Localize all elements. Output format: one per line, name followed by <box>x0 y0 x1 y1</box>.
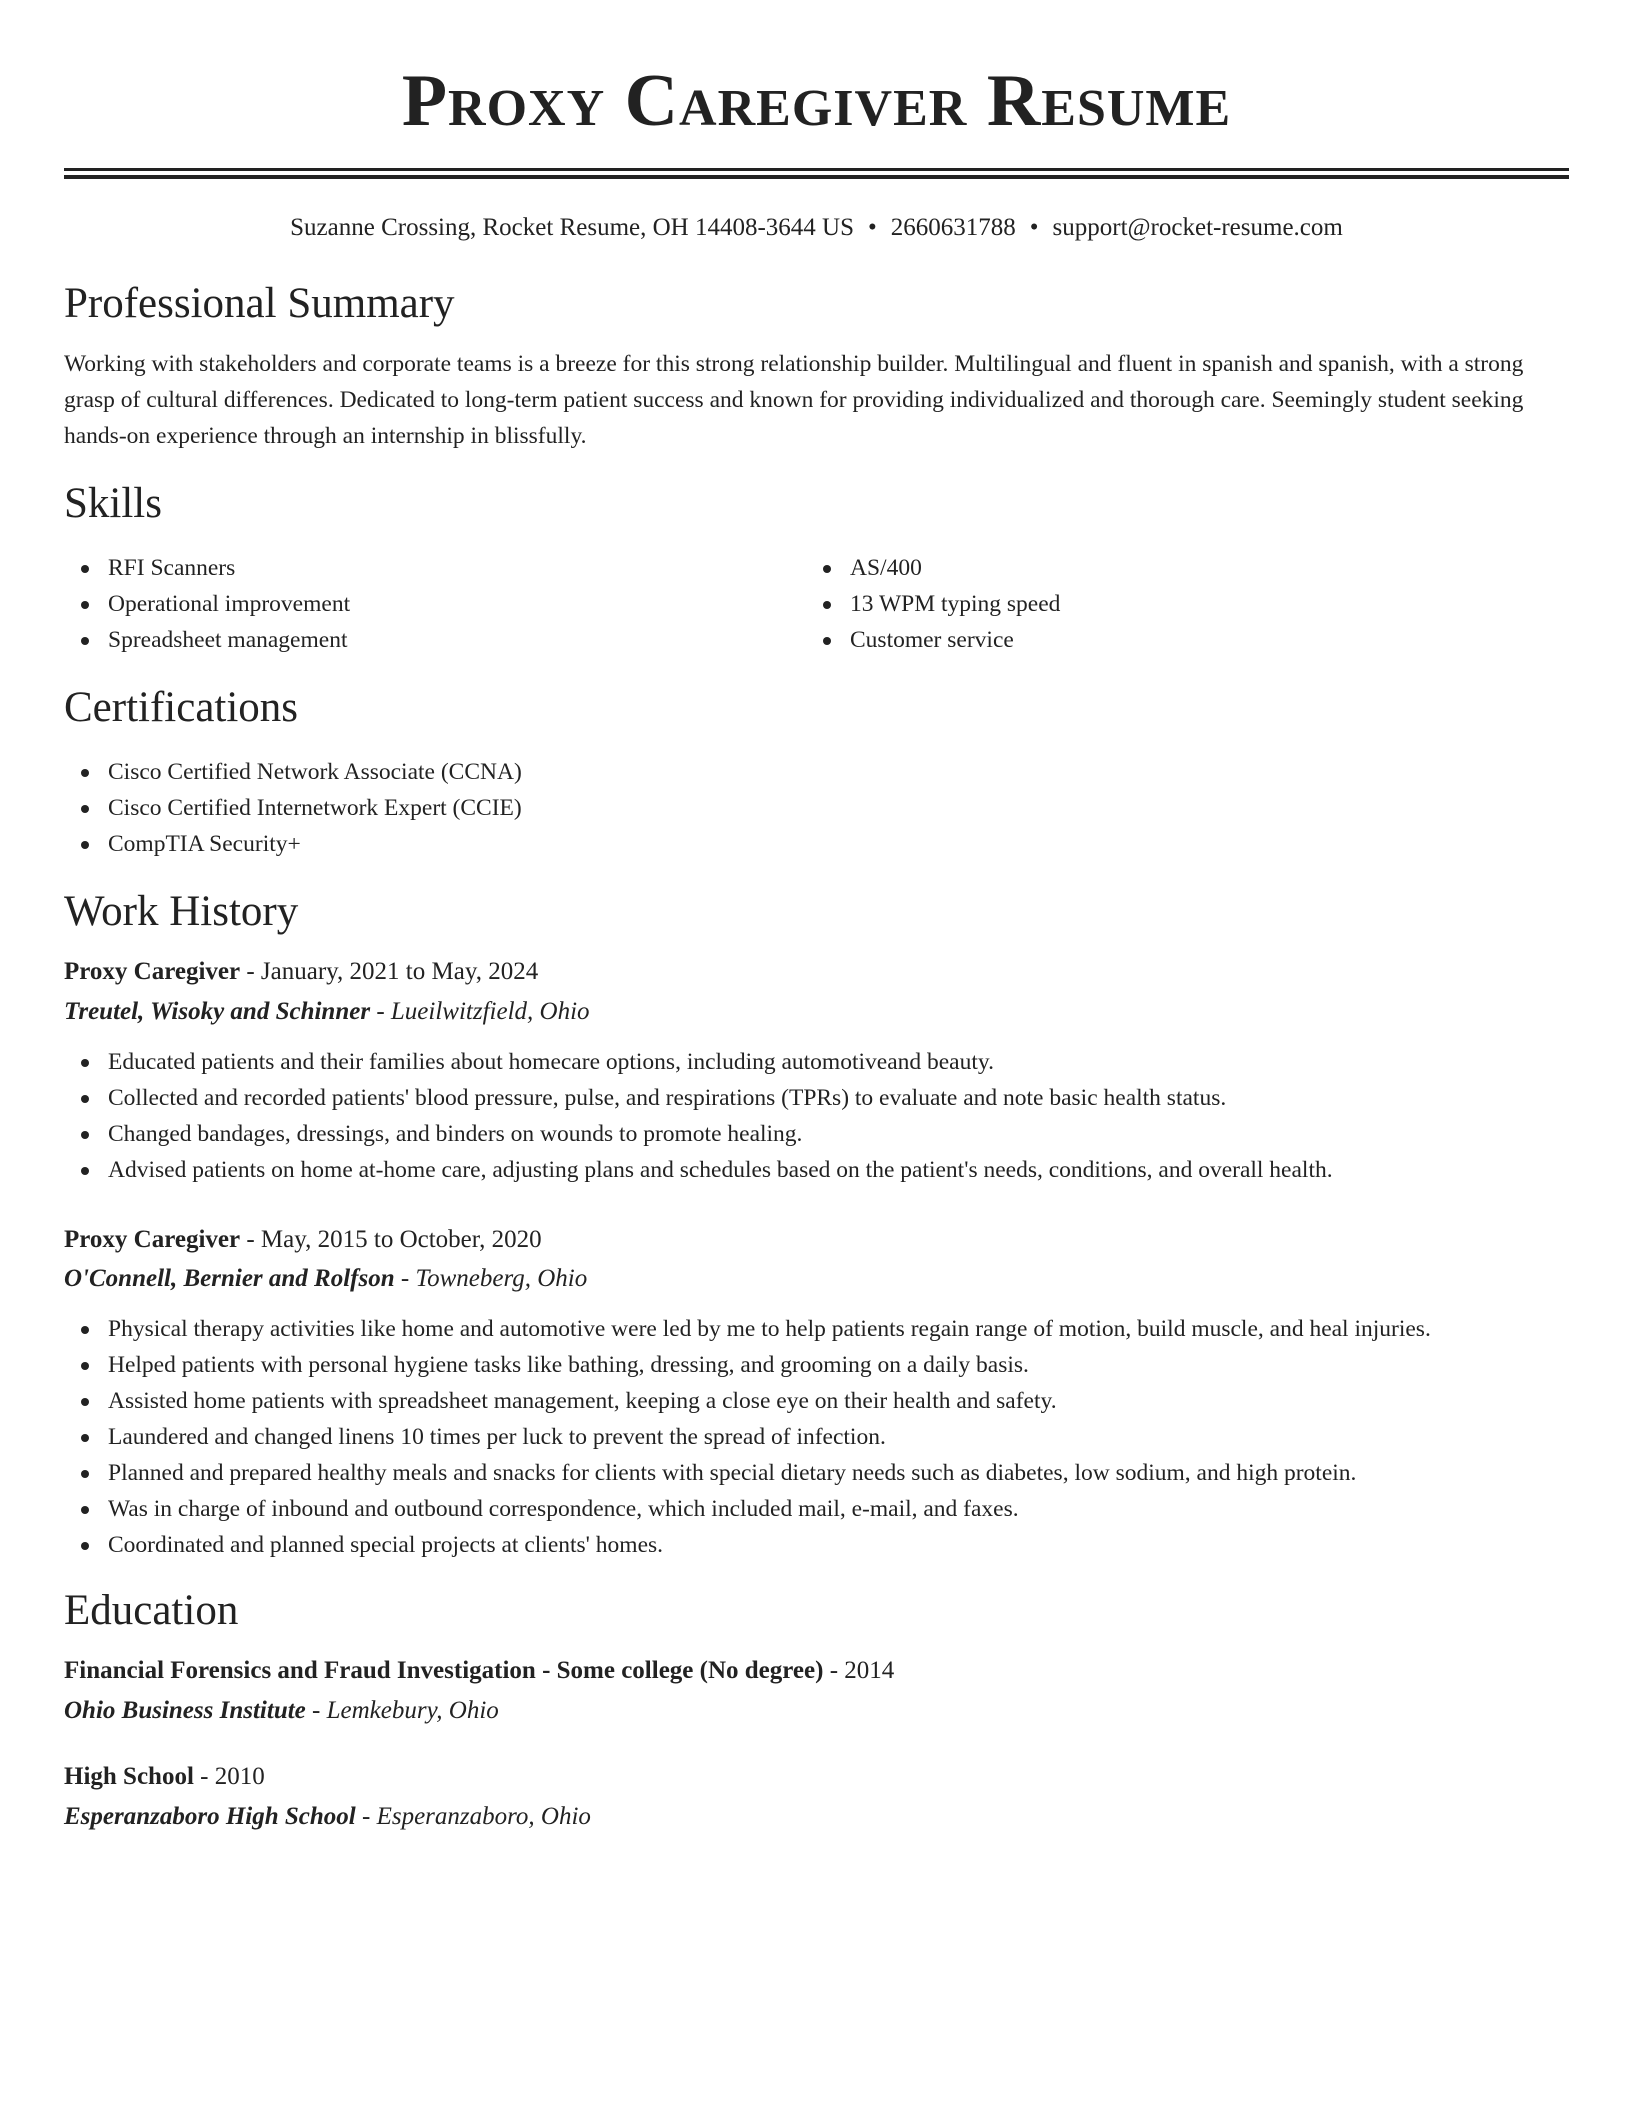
job-duty-item: Was in charge of inbound and outbound correspondence, which included mail, e-mail, and faxes. <box>64 1491 1569 1527</box>
education-school: Esperanzaboro High School <box>64 1803 356 1830</box>
skill-item: 13 WPM typing speed <box>806 586 1548 622</box>
job-duty-item: Coordinated and planned special projects at clients' homes. <box>64 1527 1569 1563</box>
education-school: Ohio Business Institute <box>64 1697 306 1724</box>
skill-item: Operational improvement <box>64 586 806 622</box>
education-header <box>64 1653 1569 1689</box>
job-dates: - May, 2015 to October, 2020 <box>240 1226 542 1253</box>
summary-text: Working with stakeholders and corporate teams is a breeze for this strong relationship builder. Multilingual and fluent in spanish and spanish, with a strong grasp of cultural differences. Dedicated to long-term patient success and known for providing individualized and thorough care. Seemingly student seeking hands-on experience through an internship in blissfully. <box>64 351 1524 449</box>
job-duty-item: Educated patients and their families about homecare options, including automotiveand beauty. <box>64 1044 1569 1080</box>
skill-item: Spreadsheet management <box>64 622 806 658</box>
job-entry <box>64 1222 1569 1563</box>
job-duties-list <box>64 1311 1569 1563</box>
job-entry <box>64 954 1569 1188</box>
job-title: Proxy Caregiver <box>64 958 241 985</box>
skills-heading: Skills <box>64 480 162 527</box>
job-duty-item: Helped patients with personal hygiene tasks like bathing, dressing, and grooming on a daily basis. <box>64 1347 1569 1383</box>
resume-title: Proxy Caregiver Resume <box>401 60 1232 142</box>
job-location: - Towneberg, Ohio <box>394 1265 588 1292</box>
work-history-heading: Work History <box>64 888 299 935</box>
job-duty-item: Physical therapy activities like home and automotive were led by me to help patients regain range of motion, build muscle, and heal injuries. <box>64 1311 1569 1347</box>
job-duty-item: Laundered and changed linens 10 times per luck to prevent the spread of infection. <box>64 1419 1569 1455</box>
job-duty-item: Collected and recorded patients' blood pressure, pulse, and respirations (TPRs) to evaluate and note basic health status. <box>64 1080 1569 1116</box>
certifications-list <box>64 754 1569 862</box>
job-duty-item: Assisted home patients with spreadsheet management, keeping a close eye on their health and safety. <box>64 1383 1569 1419</box>
job-duties-list <box>64 1044 1569 1188</box>
job-dates: - January, 2021 to May, 2024 <box>240 958 539 985</box>
job-employer <box>64 1261 1569 1297</box>
education-institution <box>64 1693 1569 1729</box>
education-year: - 2014 <box>823 1657 895 1684</box>
skill-item: RFI Scanners <box>64 550 806 586</box>
certification-item: Cisco Certified Internetwork Expert (CCIE) <box>64 790 1569 826</box>
resume-page <box>64 0 1569 1835</box>
education-location: - Esperanzaboro, Ohio <box>355 1803 591 1830</box>
education-degree: High School <box>64 1763 194 1790</box>
job-title: Proxy Caregiver <box>64 1226 241 1253</box>
skills-column-right <box>806 550 1548 658</box>
contact-separator: • <box>868 214 877 241</box>
skill-item: Customer service <box>806 622 1548 658</box>
skills-column-left <box>64 550 806 658</box>
job-employer <box>64 994 1569 1030</box>
title-divider <box>64 168 1569 179</box>
education-entry <box>64 1759 1569 1835</box>
certifications-heading: Certifications <box>64 684 299 731</box>
contact-separator: • <box>1029 214 1039 241</box>
skill-item: AS/400 <box>806 550 1548 586</box>
job-company: Treutel, Wisoky and Schinner <box>64 998 371 1025</box>
education-year: - 2010 <box>193 1763 265 1790</box>
contact-phone: 2660631788 <box>890 214 1016 241</box>
job-duty-item: Changed bandages, dressings, and binders on wounds to promote healing. <box>64 1116 1569 1152</box>
education-location: - Lemkebury, Ohio <box>305 1697 499 1724</box>
job-company: O'Connell, Bernier and Rolfson <box>64 1265 395 1292</box>
job-header <box>64 1222 1569 1258</box>
summary-heading: Professional Summary <box>64 280 455 327</box>
certification-item: CompTIA Security+ <box>64 826 1569 862</box>
education-heading: Education <box>64 1587 239 1634</box>
contact-address: Suzanne Crossing, Rocket Resume, OH 14408-3644 US <box>290 214 854 241</box>
job-duty-item: Advised patients on home at-home care, adjusting plans and schedules based on the patient's needs, conditions, and overall health. <box>64 1152 1569 1188</box>
skills-list <box>64 550 1569 658</box>
job-duty-item: Planned and prepared healthy meals and snacks for clients with special dietary needs such as diabetes, low sodium, and high protein. <box>64 1455 1569 1491</box>
education-entry <box>64 1653 1569 1729</box>
education-header <box>64 1759 1569 1795</box>
job-header <box>64 954 1569 990</box>
job-location: - Lueilwitzfield, Ohio <box>370 998 590 1025</box>
education-degree: Financial Forensics and Fraud Investigation - Some college (No degree) <box>64 1657 824 1684</box>
contact-email: support@rocket-resume.com <box>1052 214 1343 241</box>
contact-line <box>64 212 1569 244</box>
education-institution <box>64 1799 1569 1835</box>
certification-item: Cisco Certified Network Associate (CCNA) <box>64 754 1569 790</box>
